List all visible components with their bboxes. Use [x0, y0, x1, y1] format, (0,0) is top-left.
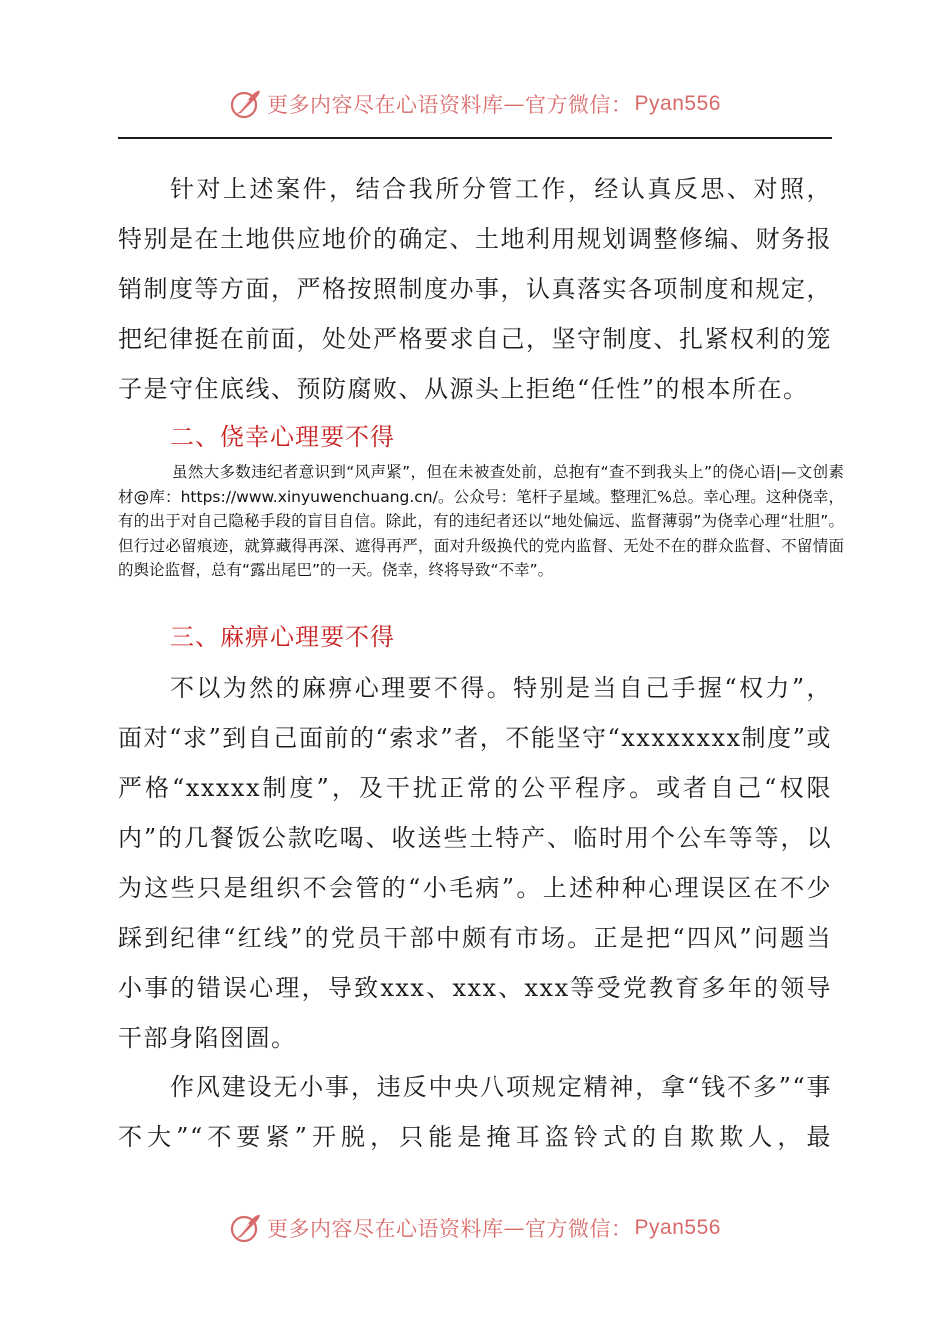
- watermark-dash: —: [503, 92, 526, 116]
- paragraph-3: 不以为然的麻痹心理要不得。特别是当自己手握“权力”，面对“求”到自己面前的“索求”者，不能坚守“xxxxxxxx制度”或严格“xxxxx制度”，及干扰正常的公平程序。或者自己“权限内”的几餐饭公款吃喝、收送些土特产、临时用个公车等等，以为这些只是组织不会管的“小毛病”。上述种种心理误区在不少踩到纪律“红线”的党员干部中颇有市场。正是把“四风”问题当小事的错误心理，导致xxx、xxx、xxx等受党教育多年的领导干部身陷囹圄。: [118, 674, 832, 1052]
- footer-watermark: [0, 1208, 950, 1248]
- watermark-wechat-label: 官方微信：: [525, 93, 633, 117]
- watermark-site-text: 更多内容尽在心语资料库: [267, 93, 504, 117]
- watermark-dash: —: [503, 1216, 526, 1240]
- section-heading-3: 三、麻痹心理要不得: [170, 623, 395, 651]
- header-divider: [118, 137, 832, 139]
- watermark-site-text: 更多内容尽在心语资料库: [267, 1217, 504, 1241]
- quill-logo-icon: [229, 1211, 263, 1245]
- watermark-wechat-id: Pyan556: [634, 92, 721, 115]
- paragraph-1: 针对上述案件，结合我所分管工作，经认真反思、对照，特别是在土地供应地价的确定、土地利用规划调整修编、财务报销制度等方面，严格按照制度办事，认真落实各项制度和规定，把纪律挺在前面，处处严格要求自己，坚守制度、扎紧权利的笼子是守住底线、预防腐败、从源头上拒绝“任性”的根本所在。: [118, 175, 832, 403]
- paragraph-4: 作风建设无小事，违反中央八项规定精神，拿“钱不多”“事不大”“不要紧”开脱，只能是掩耳盗铃式的自欺欺人，最: [118, 1073, 832, 1151]
- watermark-wechat-label: 官方微信：: [525, 1217, 633, 1241]
- watermark-brand: [229, 1211, 721, 1245]
- quill-logo-icon: [229, 87, 263, 121]
- section-heading-2: 二、侥幸心理要不得: [170, 423, 395, 451]
- header-watermark: [0, 84, 950, 124]
- watermark-brand: [229, 87, 721, 121]
- paragraph-2: 虽然大多数违纪者意识到“风声紧”，但在未被查处前，总抱有“查不到我头上”的侥心语|—文创素材@库：https://www.xinyuwenchuang.cn/。公众号：笔杆子星域。整理汇%总。幸心理。这种侥幸，有的出于对自己隐秘手段的盲目自信。除此，有的违纪者还以“地处偏远、监督薄弱”为侥幸心理“壮胆”。但行过必留痕迹，就算藏得再深、遮得再严，面对升级换代的党内监督、无处不在的群众监督、不留情面的舆论监督，总有“露出尾巴”的一天。侥幸，终将导致“不幸”。: [118, 463, 844, 579]
- watermark-wechat-id: Pyan556: [634, 1216, 721, 1239]
